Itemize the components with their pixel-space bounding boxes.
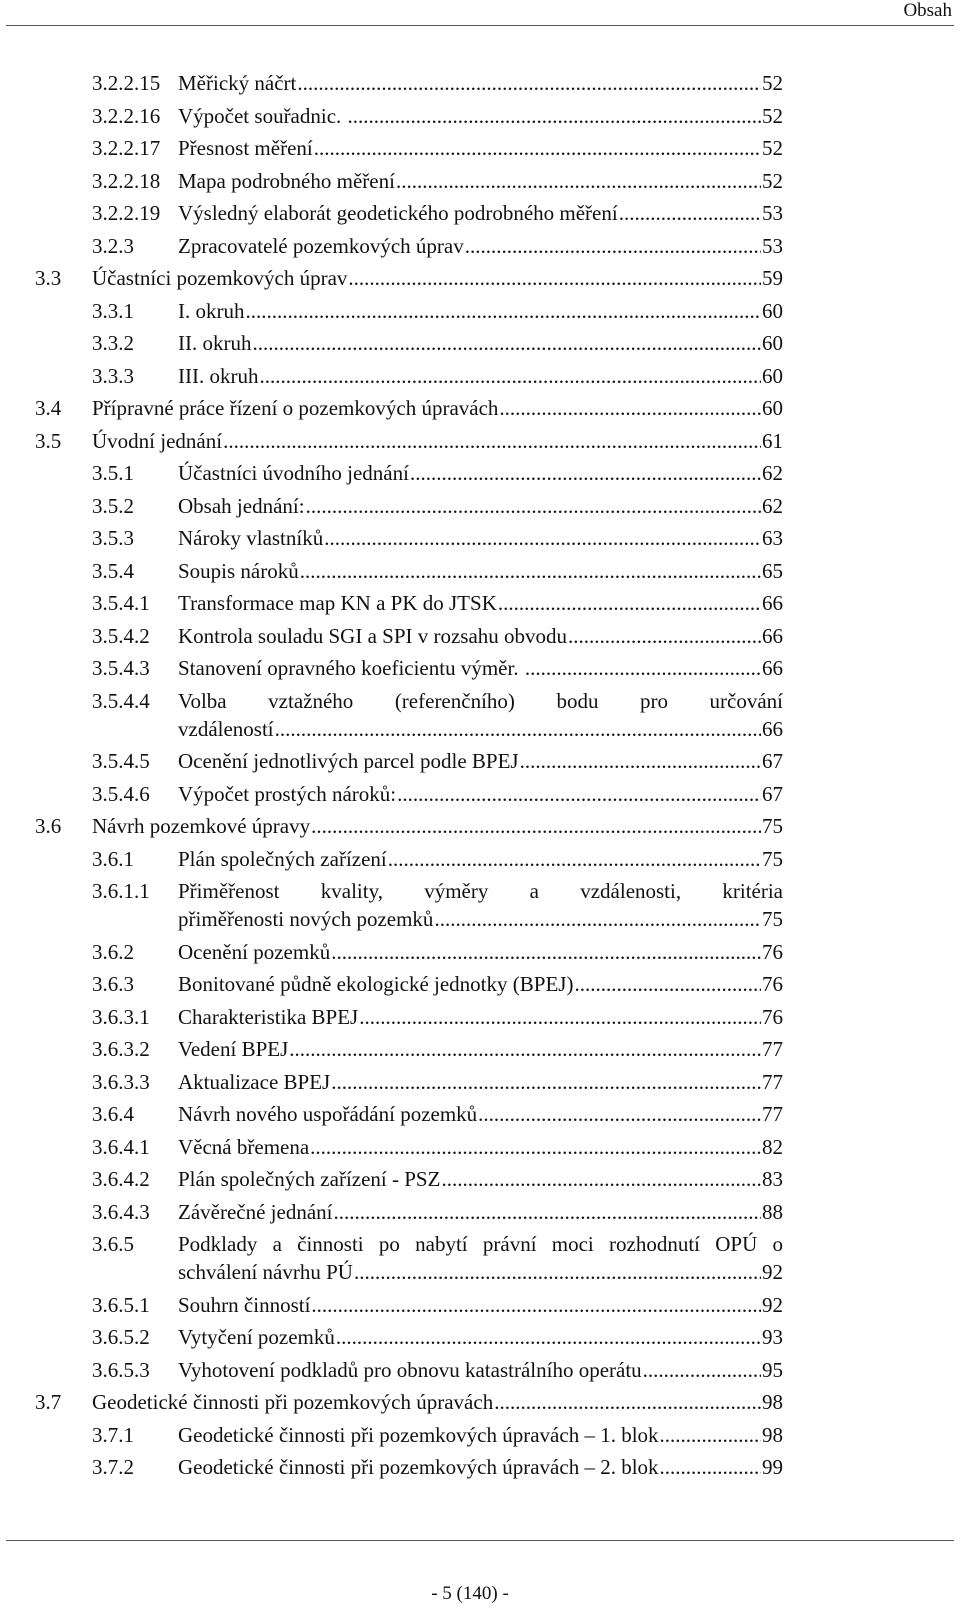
- toc-entry-number: 3.6.5.1: [92, 1292, 150, 1317]
- toc-dot-leader: [324, 524, 761, 552]
- toc-dot-leader: [348, 102, 761, 130]
- toc-entry-page: 95: [762, 1357, 783, 1382]
- toc-entry-page: 92: [762, 1292, 783, 1317]
- toc-entry-title: Vyhotovení podkladů pro obnovu katastrálního operátu: [178, 1357, 642, 1382]
- toc-entry-title: Výpočet souřadnic.: [178, 103, 347, 128]
- toc-entry-page: 67: [762, 781, 783, 806]
- toc-entry-number: 3.6.5.2: [92, 1325, 150, 1349]
- toc-entry-title: Ocenění pozemků: [178, 939, 331, 964]
- toc-entry-page: 66: [762, 716, 783, 741]
- toc-entry-page: 75: [762, 846, 783, 871]
- header-rule: [6, 25, 954, 26]
- toc-dot-leader: [498, 589, 761, 617]
- toc-dot-leader: [252, 329, 761, 357]
- toc-entry-page: 93: [762, 1325, 783, 1349]
- toc-entry-number: 3.5.2: [92, 493, 134, 518]
- toc-entry-page: 75: [762, 814, 783, 838]
- toc-entry-page: 53: [762, 233, 783, 258]
- toc-entry-number: 3.6.3: [92, 972, 134, 996]
- toc-entry-page: 53: [762, 201, 783, 225]
- toc-entry-page: 65: [762, 558, 783, 583]
- toc-entry-page: 62: [762, 493, 783, 518]
- toc-entry-number: 3.6.4.2: [92, 1167, 150, 1191]
- toc-entry-title: Plán společných zařízení - PSZ: [178, 1167, 441, 1191]
- toc-entry-title: Aktualizace BPEJ: [178, 1069, 331, 1094]
- toc-entry-title: Mapa podrobného měření: [178, 168, 395, 193]
- toc-entry-title: Vytyčení pozemků: [178, 1325, 335, 1349]
- toc-entry-page: 60: [762, 298, 783, 323]
- toc-entry-page: 76: [762, 972, 783, 996]
- toc-entry-title-continued: přiměřenosti nových pozemků: [178, 907, 434, 931]
- toc-entry-title: Charakteristika BPEJ: [178, 1004, 359, 1029]
- toc-dot-leader: [478, 1100, 761, 1128]
- toc-entry-number: 3.4: [35, 396, 62, 420]
- toc-entry-title: Kontrola souladu SGI a SPI v rozsahu obvodu: [178, 623, 568, 648]
- toc-entry-number: 3.2.2.15: [92, 71, 161, 95]
- toc-entry-title: Návrh pozemkové úpravy: [92, 814, 311, 838]
- page-header: [0, 0, 960, 27]
- toc-entry-number: 3.2.3: [92, 233, 134, 258]
- toc-entry-page: 75: [762, 907, 783, 931]
- toc-entry-number: 3.3.1: [92, 298, 134, 323]
- toc-entry-number: 3.6.1: [92, 846, 134, 871]
- toc-entry-title: Návrh nového uspořádání pozemků: [178, 1102, 478, 1126]
- toc-entry-number: 3.6.4: [92, 1102, 134, 1126]
- toc-entry-title: Výsledný elaborát geodetického podrobného měření: [178, 201, 618, 225]
- toc-dot-leader: [396, 167, 761, 195]
- toc-entry-page: 52: [762, 168, 783, 193]
- toc-entry-title: III. okruh: [178, 363, 259, 388]
- toc-entry-number: 3.3.3: [92, 363, 134, 388]
- toc-dot-leader: [499, 394, 761, 422]
- toc-entry-title: Účastníci úvodního jednání: [178, 461, 409, 485]
- toc-dot-leader: [410, 459, 761, 487]
- toc-entry-number: 3.5.4.5: [92, 749, 150, 773]
- toc-entry-page: 66: [762, 591, 783, 615]
- toc-entry-number: 3.2.2.18: [92, 168, 161, 193]
- toc-entry-title: Úvodní jednání: [92, 428, 223, 453]
- toc-dot-leader: [314, 134, 761, 162]
- toc-entry-number: 3.6.3.2: [92, 1037, 150, 1061]
- toc-entry-page: 77: [762, 1037, 783, 1061]
- toc-entry-number: 3.6: [35, 814, 62, 838]
- toc-entry-page: 60: [762, 363, 783, 388]
- toc-entry-number: 3.5.4.4: [92, 688, 150, 713]
- toc-entry-number: 3.5.4.2: [92, 623, 150, 648]
- toc-entry-page: 62: [762, 461, 783, 485]
- toc-entry-number: 3.6.3.3: [92, 1069, 150, 1094]
- toc-entry-title: Ocenění jednotlivých parcel podle BPEJ: [178, 749, 519, 773]
- toc-entry-number: 3.5.4.1: [92, 591, 150, 615]
- toc-entry-page: 60: [762, 331, 783, 355]
- toc-dot-leader: [310, 1133, 761, 1161]
- toc-dot-leader: [336, 1323, 761, 1351]
- toc-dot-leader: [354, 1258, 761, 1286]
- toc-entry-page: 98: [762, 1422, 783, 1447]
- toc-entry-page: 92: [762, 1260, 783, 1284]
- toc-entry-page: 99: [762, 1455, 783, 1479]
- toc-dot-leader: [348, 264, 761, 292]
- footer-rule: [6, 1540, 954, 1541]
- toc-entry-title: Obsah jednání:: [178, 493, 305, 518]
- toc-entry-title: Transformace map KN a PK do JTSK: [178, 591, 497, 615]
- toc-entry-title: II. okruh: [178, 331, 252, 355]
- toc-entry-title: Bonitované půdně ekologické jednotky (BPEJ): [178, 972, 574, 996]
- toc-dot-leader: [311, 812, 761, 840]
- toc-dot-leader: [259, 362, 761, 390]
- toc-entry-number: 3.3.2: [92, 331, 134, 355]
- toc-entry-number: 3.2.2.19: [92, 201, 161, 225]
- toc-dot-leader: [434, 905, 761, 933]
- toc-entry-number: 3.6.4.1: [92, 1134, 150, 1159]
- toc-entry-number: 3.5.4: [92, 558, 134, 583]
- toc-dot-leader: [289, 1035, 761, 1063]
- toc-entry-number: 3.5.1: [92, 461, 134, 485]
- toc-entry-page: 66: [762, 623, 783, 648]
- toc-entry-number: 3.6.4.3: [92, 1199, 150, 1224]
- toc-entry-page: 59: [762, 266, 783, 290]
- toc-dot-leader: [306, 492, 761, 520]
- toc-entry-number: 3.5.3: [92, 526, 134, 550]
- toc-entry-page: 67: [762, 749, 783, 773]
- toc-entry-number: 3.6.2: [92, 939, 134, 964]
- toc-entry-number: 3.6.1.1: [92, 879, 150, 903]
- toc-entry-title: Účastníci pozemkových úprav: [92, 266, 348, 290]
- toc-dot-leader: [525, 654, 761, 682]
- toc-entry-page: 60: [762, 396, 783, 420]
- toc-entry-page: 63: [762, 526, 783, 550]
- toc-entry-title: Geodetické činnosti při pozemkových úpravách: [92, 1390, 494, 1414]
- toc-entry-number: 3.5: [35, 428, 62, 453]
- toc-entry-number: 3.3: [35, 266, 62, 290]
- toc-dot-leader: [334, 1198, 762, 1226]
- toc-entry-number: 3.5.4.3: [92, 656, 150, 680]
- toc-entry-page: 83: [762, 1167, 783, 1191]
- toc-dot-leader: [520, 747, 761, 775]
- toc-dot-leader: [619, 199, 761, 227]
- toc-entry-title: Geodetické činnosti při pozemkových úpravách – 2. blok: [178, 1455, 659, 1479]
- toc-entry-title-continued: vzdáleností: [178, 716, 274, 741]
- toc-entry-title: Soupis nároků: [178, 558, 299, 583]
- toc-entry-number: 3.5.4.6: [92, 781, 150, 806]
- toc-entry-number: 3.2.2.17: [92, 136, 161, 160]
- toc-dot-leader: [397, 780, 761, 808]
- toc-entry-title: Přípravné práce řízení o pozemkových úpravách: [92, 396, 499, 420]
- toc-entry-title: Závěrečné jednání: [178, 1199, 333, 1224]
- toc-entry-page: 52: [762, 71, 783, 95]
- toc-dot-leader: [311, 1291, 761, 1319]
- toc-entry-page: 52: [762, 103, 783, 128]
- toc-entry-page: 61: [762, 428, 783, 453]
- toc-entry-title: I. okruh: [178, 298, 245, 323]
- toc-dot-leader: [275, 715, 761, 743]
- toc-entry-page: 66: [762, 656, 783, 680]
- toc-entry-title: Nároky vlastníků: [178, 526, 324, 550]
- toc-entry-page: 77: [762, 1102, 783, 1126]
- toc-dot-leader: [388, 845, 761, 873]
- toc-entry-title: Volba vztažného (referenčního) bodu pro určování: [178, 688, 783, 713]
- toc-dot-leader: [331, 1068, 761, 1096]
- toc-entry-number: 3.7: [35, 1390, 62, 1414]
- toc-entry-title-continued: schválení návrhu PÚ: [178, 1260, 353, 1284]
- toc-entry-number: 3.7.2: [92, 1455, 134, 1479]
- toc-entry-title: Přesnost měření: [178, 136, 313, 160]
- toc-dot-leader: [359, 1003, 761, 1031]
- page-number: - 5 (140) -: [431, 1583, 509, 1604]
- toc-dot-leader: [297, 69, 761, 97]
- toc-entry-title: Věcná břemena: [178, 1134, 310, 1159]
- toc-entry-title: Geodetické činnosti při pozemkových úpravách – 1. blok: [178, 1422, 659, 1447]
- toc-entry-number: 3.6.3.1: [92, 1004, 150, 1029]
- toc-entry-number: 3.6.5: [92, 1232, 134, 1256]
- toc-entry-page: 77: [762, 1069, 783, 1094]
- toc-dot-leader: [660, 1421, 761, 1449]
- toc-entry-title: Stanovení opravného koeficientu výměr.: [178, 656, 524, 680]
- toc-entry-number: 3.2.2.16: [92, 103, 161, 128]
- toc-entry-title: Plán společných zařízení: [178, 846, 387, 871]
- toc-dot-leader: [494, 1388, 761, 1416]
- toc-dot-leader: [660, 1453, 761, 1481]
- toc-dot-leader: [246, 297, 762, 325]
- toc-dot-leader: [223, 427, 761, 455]
- toc-dot-leader: [574, 970, 761, 998]
- toc-dot-leader: [465, 232, 761, 260]
- toc-dot-leader: [568, 622, 761, 650]
- toc-dot-leader: [441, 1165, 761, 1193]
- toc-dot-leader: [331, 938, 761, 966]
- toc-entry-title: Přiměřenost kvality, výměry a vzdálenosti, kritéria: [178, 879, 783, 903]
- toc-entry-title: Měřický náčrt: [178, 71, 297, 95]
- toc-entry-title: Vedení BPEJ: [178, 1037, 289, 1061]
- header-title: Obsah: [903, 0, 952, 21]
- toc-dot-leader: [300, 557, 761, 585]
- toc-entry-page: 98: [762, 1390, 783, 1414]
- toc-entry-number: 3.6.5.3: [92, 1357, 150, 1382]
- toc-entry-page: 82: [762, 1134, 783, 1159]
- toc-entry-title: Podklady a činnosti po nabytí právní moci rozhodnutí OPÚ o: [178, 1232, 783, 1256]
- toc-entry-page: 76: [762, 939, 783, 964]
- toc-entry-page: 76: [762, 1004, 783, 1029]
- toc-entry-title: Souhrn činností: [178, 1292, 311, 1317]
- toc-entry-page: 88: [762, 1199, 783, 1224]
- toc-dot-leader: [643, 1356, 761, 1384]
- toc-entry-page: 52: [762, 136, 783, 160]
- toc-entry-title: Zpracovatelé pozemkových úprav: [178, 233, 464, 258]
- toc-entry-title: Výpočet prostých nároků:: [178, 781, 397, 806]
- toc-entry-number: 3.7.1: [92, 1422, 134, 1447]
